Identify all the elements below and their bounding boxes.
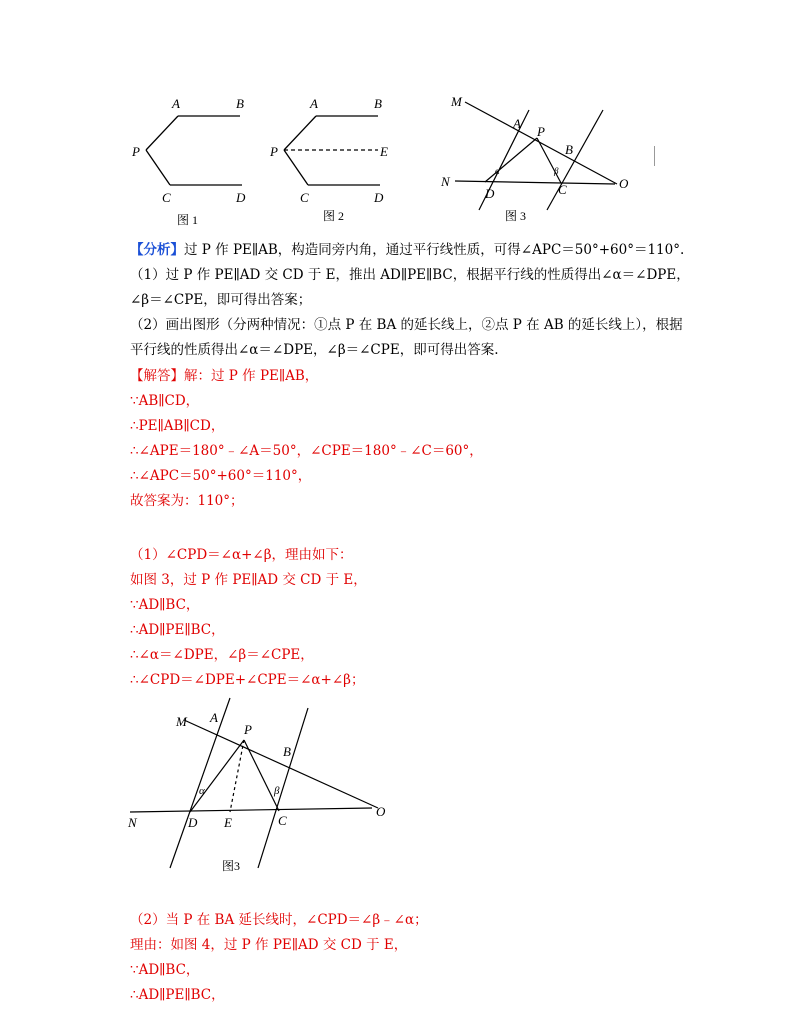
fig3s-label-m: M: [451, 94, 462, 109]
part1-line-2: 如图 3，过 P 作 PE∥AD 交 CD 于 E，: [130, 572, 367, 588]
part2-line-1: （2）当 P 在 BA 延长线时，∠CPD＝∠β﹣∠α；: [130, 912, 428, 928]
part1-line-5: ∴∠α＝∠DPE，∠β＝∠CPE，: [130, 647, 314, 663]
fig1-caption: 图 1: [177, 213, 199, 227]
analysis-tag: 【分析】: [130, 242, 184, 258]
fig3l-label-alpha: α: [199, 785, 205, 797]
figure-3-small: [435, 88, 645, 233]
fig3l-label-p: P: [244, 722, 252, 737]
part2-line-2: 理由：如图 4，过 P 作 PE∥AD 交 CD 于 E，: [130, 937, 408, 953]
fig3s-label-a: A: [513, 116, 521, 131]
fig3l-caption: 图3: [222, 859, 241, 873]
fig3s-label-b: B: [565, 142, 573, 157]
solution-line-2: ∵AB∥CD，: [130, 393, 200, 409]
fig3l-label-a: A: [210, 710, 218, 725]
part1-line-6: ∴∠CPD＝∠DPE+∠CPE＝∠α+∠β；: [130, 672, 365, 688]
fig3l-label-m: M: [176, 714, 187, 729]
fig1-label-p: P: [132, 144, 140, 159]
fig3s-label-c: C: [558, 182, 567, 197]
part2-line-4: ∴AD∥PE∥BC，: [130, 987, 225, 1003]
fig3l-label-c: C: [278, 813, 287, 828]
analysis-text-1: 过 P 作 PE∥AB，构造同旁内角，通过平行线性质，可得∠APC＝50°+60°＝110°.: [184, 242, 685, 258]
fig2-label-p: P: [270, 144, 278, 159]
part2-line-3: ∵AD∥BC，: [130, 962, 200, 978]
fig3l-label-d: D: [188, 815, 198, 830]
fig3s-label-beta: β: [554, 166, 559, 176]
figure-1-drawing: [130, 92, 270, 232]
fig2-caption: 图 2: [323, 209, 345, 223]
solution-line-6: 故答案为：110°；: [130, 493, 244, 509]
fig1-label-c: C: [162, 190, 171, 205]
solution-line-4: ∴∠APE＝180°﹣∠A＝50°，∠CPE＝180°﹣∠C＝60°，: [130, 443, 483, 459]
fig2-label-e: E: [380, 144, 388, 159]
fig3s-label-alpha: α: [495, 166, 500, 176]
fig3s-label-d: D: [485, 186, 495, 201]
fig3l-label-o: O: [376, 804, 386, 819]
figure-3-large-drawing: [126, 698, 396, 883]
fig1-label-a: A: [172, 96, 180, 111]
analysis-line-1: [130, 240, 684, 260]
fig2-label-a: A: [310, 96, 318, 111]
solution-line-3: ∴PE∥AB∥CD，: [130, 418, 225, 434]
fig2-label-c: C: [300, 190, 309, 205]
fig2-label-d: D: [374, 190, 384, 205]
fig3s-label-o: O: [619, 176, 629, 191]
part1-line-3: ∵AD∥BC，: [130, 597, 200, 613]
text-cursor-mark: [654, 146, 655, 166]
analysis-line-4: （2）画出图形（分两种情况：①点 P 在 BA 的延长线上，②点 P 在 AB 的延长线上），根据: [130, 317, 683, 333]
fig3s-label-p: P: [537, 124, 545, 139]
part1-line-1: （1）∠CPD＝∠α+∠β，理由如下：: [130, 547, 353, 563]
figure-2-drawing: [268, 92, 408, 232]
figure-1: [130, 92, 270, 232]
analysis-line-2: （1）过 P 作 PE∥AD 交 CD 于 E，推出 AD∥PE∥BC，根据平行线的性质得出∠α＝∠DPE，: [130, 267, 690, 283]
fig2-label-b: B: [374, 96, 382, 111]
fig1-label-d: D: [236, 190, 246, 205]
fig3l-label-e: E: [224, 815, 232, 830]
fig3l-label-b: B: [283, 744, 291, 759]
solution-tag: 【解答】: [130, 368, 184, 384]
fig3s-label-n: N: [441, 174, 450, 189]
solution-line-5: ∴∠APC＝50°+60°＝110°，: [130, 468, 312, 484]
figure-3-large: [126, 698, 396, 883]
solution-line-1: [130, 366, 318, 386]
figure-3-small-drawing: [435, 88, 645, 233]
part1-line-4: ∴AD∥PE∥BC，: [130, 622, 225, 638]
figure-2: [268, 92, 408, 232]
fig3l-label-n: N: [128, 815, 137, 830]
solution-text-1: 解：过 P 作 PE∥AB，: [184, 368, 319, 384]
analysis-line-5: 平行线的性质得出∠α＝∠DPE，∠β＝∠CPE，即可得出答案.: [130, 342, 499, 358]
fig3l-label-beta: β: [274, 785, 280, 797]
fig3s-caption: 图 3: [505, 209, 527, 223]
analysis-line-3: ∠β＝∠CPE，即可得出答案；: [130, 292, 312, 308]
fig1-label-b: B: [236, 96, 244, 111]
